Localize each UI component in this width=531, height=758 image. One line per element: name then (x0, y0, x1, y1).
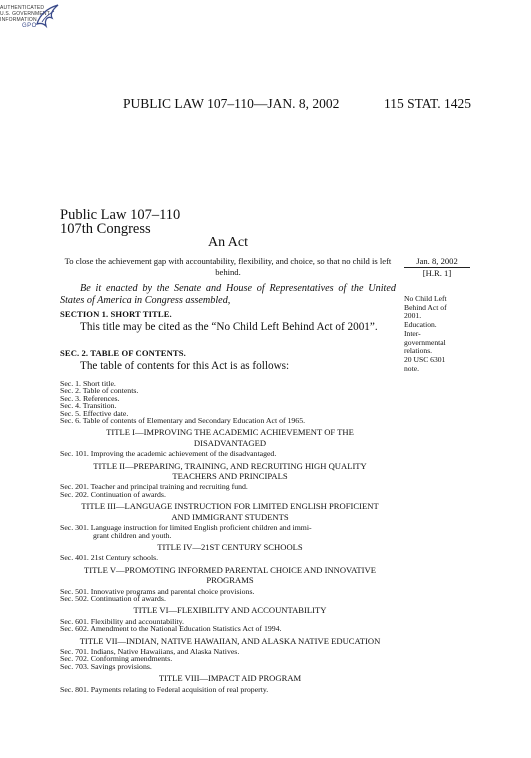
toc-entry: Sec. 701. Indians, Native Hawaiians, and Alaska Natives. (60, 646, 240, 656)
toc-title-heading: TITLE V—PROMOTING INFORMED PARENTAL CHOICE AND INNOVATIVE PROGRAMS (84, 564, 376, 586)
table-of-contents (60, 380, 400, 693)
toc-entry: Sec. 101. Improving the academic achievement of the disadvantaged. (60, 449, 277, 459)
toc-entry: Sec. 801. Payments relating to Federal acquisition of real property. (60, 684, 269, 694)
act-title: An Act (207, 235, 249, 250)
toc-entry: Sec. 201. Teacher and principal training and recruiting fund. (60, 482, 248, 492)
toc-entry: Sec. 601. Flexibility and accountability. (60, 616, 185, 626)
toc-title-heading: TITLE VIII—IMPACT AID PROGRAM (158, 673, 302, 684)
toc-entry: Sec. 3. References. (60, 393, 120, 403)
section-2-text: The table of contents for this Act is as follows: (80, 360, 290, 372)
toc-entry: Sec. 4. Transition. (60, 401, 117, 411)
margin-date: Jan. 8, 2002 (404, 256, 470, 268)
toc-title-heading: TITLE I—IMPROVING THE ACADEMIC ACHIEVEMENT OF THE DISADVANTAGED (106, 427, 354, 448)
toc-entry: Sec. 1. Short title. (60, 379, 116, 388)
toc-entry: Sec. 202. Continuation of awards. (60, 489, 166, 499)
public-law-number: Public Law 107–110 (60, 207, 181, 223)
running-head-law: PUBLIC LAW 107–110—JAN. 8, 2002 (123, 96, 340, 111)
seal-text: AUTHENTICATED U.S. GOVERNMENT INFORMATION (0, 5, 50, 23)
toc-title-heading: TITLE III—LANGUAGE INSTRUCTION FOR LIMITED ENGLISH PROFICIENT AND IMMIGRANT STUDENTS (81, 501, 379, 522)
toc-entry: Sec. 703. Savings provisions. (60, 661, 152, 671)
toc-entry: Sec. 502. Continuation of awards. (60, 593, 166, 603)
margin-notes: No Child Left Behind Act of 2001. Education. Inter- governmental relations. 20 USC 6301 note. (404, 294, 447, 373)
section-1-text: This title may be cited as the “No Child Left Behind Act of 2001”. (80, 321, 378, 333)
gpo-label: GPO (22, 23, 37, 29)
section-2-heading: SEC. 2. TABLE OF CONTENTS. (60, 348, 186, 358)
toc-title-heading: TITLE II—PREPARING, TRAINING, AND RECRUITING HIGH QUALITY TEACHERS AND PRINCIPALS (93, 460, 367, 482)
running-head-stat: 115 STAT. 1425 (384, 96, 472, 111)
toc-title-heading: TITLE VI—FLEXIBILITY AND ACCOUNTABILITY (133, 605, 327, 616)
enacting-clause: Be it enacted by the Senate and House of Representatives of the United States of America in Congress assembled, (60, 283, 396, 306)
toc-entry: Sec. 501. Innovative programs and parental choice provisions. (60, 586, 255, 596)
gpo-authentication-seal (0, 0, 62, 40)
toc-entry: Sec. 5. Effective date. (60, 408, 129, 418)
toc-entry: Sec. 6. Table of contents of Elementary and Secondary Education Act of 1965. (60, 416, 306, 426)
toc-entry: Sec. 301. Language instruction for limited English proficient children and immi- (60, 523, 312, 533)
toc-entry: Sec. 602. Amendment to the National Education Statistics Act of 1994. (60, 624, 282, 634)
act-purpose: To close the achievement gap with accountability, flexibility, and choice, so that no child is left behind. (64, 256, 392, 277)
toc-entry: Sec. 702. Conforming amendments. (60, 654, 173, 664)
congress-label: 107th Congress (60, 221, 151, 237)
margin-bill-number: [H.R. 1] (422, 268, 452, 278)
toc-entry: Sec. 2. Table of contents. (60, 386, 139, 396)
toc-title-heading: TITLE VII—INDIAN, NATIVE HAWAIIAN, AND ALASKA NATIVE EDUCATION (79, 635, 381, 646)
toc-entry: Sec. 401. 21st Century schools. (60, 553, 159, 563)
eagle-icon (34, 2, 60, 32)
section-1-heading: SECTION 1. SHORT TITLE. (60, 309, 172, 319)
toc-entry: grant children and youth. (93, 530, 172, 540)
toc-title-heading: TITLE IV—21ST CENTURY SCHOOLS (157, 541, 303, 552)
